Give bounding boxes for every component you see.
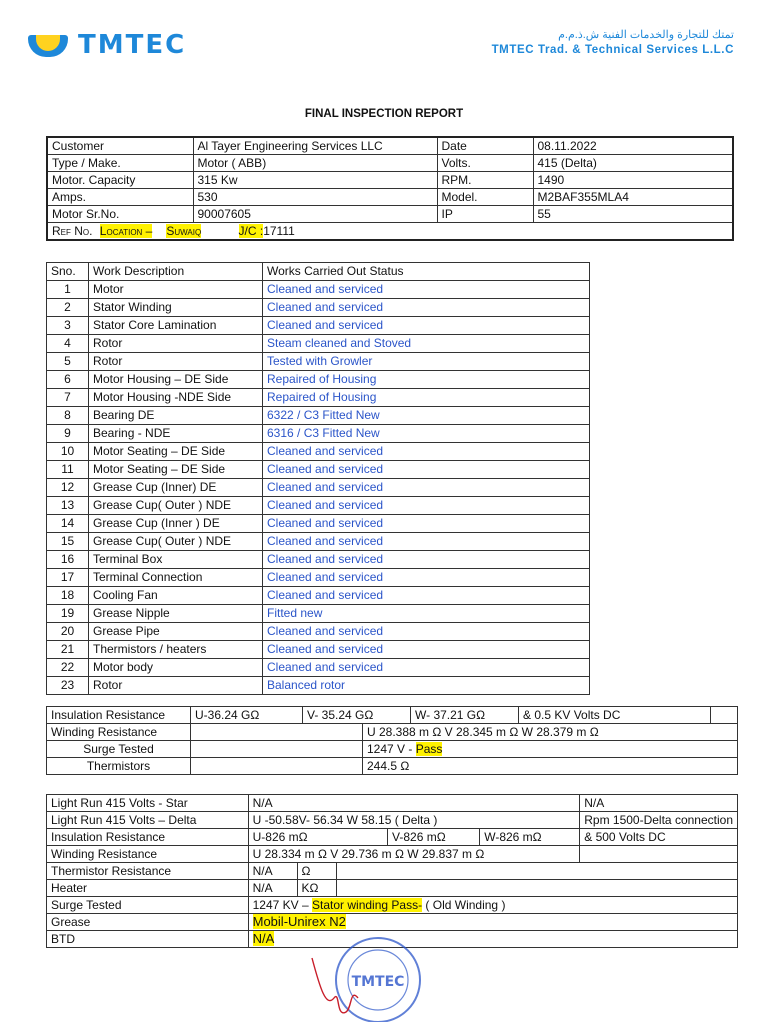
row-description: Rotor <box>89 677 263 695</box>
empty-cell <box>336 880 737 897</box>
table-row <box>47 299 590 317</box>
light-surge-value <box>248 897 737 914</box>
heater-label: Heater <box>47 880 249 897</box>
table-row <box>47 897 738 914</box>
row-description: Terminal Connection <box>89 569 263 587</box>
row-description: Cooling Fan <box>89 587 263 605</box>
surge-value <box>363 741 738 758</box>
ip-label: IP <box>437 206 533 223</box>
row-sno: 1 <box>47 281 89 299</box>
customer-label: Customer <box>47 137 193 155</box>
jc-label: J/C : <box>238 224 264 238</box>
row-sno: 11 <box>47 461 89 479</box>
company-logo <box>28 30 186 60</box>
insulation-label: Insulation Resistance <box>47 707 191 724</box>
row-sno: 22 <box>47 659 89 677</box>
light-insulation-label: Insulation Resistance <box>47 829 249 846</box>
table-row <box>47 155 733 172</box>
row-status: Repaired of Housing <box>263 389 590 407</box>
column-header: Works Carried Out Status <box>263 263 590 281</box>
row-description: Grease Cup( Outer ) NDE <box>89 497 263 515</box>
row-sno: 18 <box>47 587 89 605</box>
table-row <box>47 677 590 695</box>
model-value: M2BAF355MLA4 <box>533 189 733 206</box>
ip-value: 55 <box>533 206 733 223</box>
row-status: Tested with Growler <box>263 353 590 371</box>
grease-label: Grease <box>47 914 249 931</box>
table-row <box>47 515 590 533</box>
row-sno: 21 <box>47 641 89 659</box>
row-sno: 20 <box>47 623 89 641</box>
row-description: Motor Housing – DE Side <box>89 371 263 389</box>
capacity-label: Motor. Capacity <box>47 172 193 189</box>
company-name-arabic: تمتك للتجارة والخدمات الفنية ش.ذ.م.م <box>558 29 734 41</box>
table-row <box>47 533 590 551</box>
table-row <box>47 281 590 299</box>
table-row <box>47 741 738 758</box>
empty-cell <box>191 758 363 775</box>
thermistor-resistance-label: Thermistor Resistance <box>47 863 249 880</box>
empty-cell <box>191 741 363 758</box>
thermistors-label: Thermistors <box>47 758 191 775</box>
row-description: Bearing - NDE <box>89 425 263 443</box>
table-row <box>47 829 738 846</box>
row-description: Bearing DE <box>89 407 263 425</box>
table-row <box>47 724 738 741</box>
table-row <box>47 389 590 407</box>
row-status: Cleaned and serviced <box>263 479 590 497</box>
row-description: Stator Core Lamination <box>89 317 263 335</box>
empty-cell <box>336 863 737 880</box>
company-stamp-icon <box>306 928 436 1022</box>
row-status: Cleaned and serviced <box>263 299 590 317</box>
rpm-value: 1490 <box>533 172 733 189</box>
row-status: Cleaned and serviced <box>263 587 590 605</box>
table-row <box>47 443 590 461</box>
table-row <box>47 863 738 880</box>
table-row <box>47 461 590 479</box>
row-sno: 8 <box>47 407 89 425</box>
location-label: Location – <box>99 224 153 238</box>
row-description: Grease Nipple <box>89 605 263 623</box>
volts-label: Volts. <box>437 155 533 172</box>
volts-value: 415 (Delta) <box>533 155 733 172</box>
light-run-table <box>46 794 738 948</box>
row-sno: 6 <box>47 371 89 389</box>
row-description: Rotor <box>89 353 263 371</box>
table-row <box>47 569 590 587</box>
column-header: Work Description <box>89 263 263 281</box>
rpm-label: RPM. <box>437 172 533 189</box>
row-sno: 13 <box>47 497 89 515</box>
table-row <box>47 189 733 206</box>
row-sno: 15 <box>47 533 89 551</box>
light-delta-label: Light Run 415 Volts – Delta <box>47 812 249 829</box>
row-status: Cleaned and serviced <box>263 497 590 515</box>
serial-value: 90007605 <box>193 206 437 223</box>
row-description: Grease Cup (Inner ) DE <box>89 515 263 533</box>
btd-label: BTD <box>47 931 249 948</box>
table-row <box>47 880 738 897</box>
stamp-text: TMTEC <box>351 974 405 990</box>
light-star-right: N/A <box>580 795 738 812</box>
table-row <box>47 353 590 371</box>
date-label: Date <box>437 137 533 155</box>
thermistors-value: 244.5 Ω <box>363 758 738 775</box>
row-description: Motor <box>89 281 263 299</box>
table-row <box>47 758 738 775</box>
row-description: Grease Cup( Outer ) NDE <box>89 533 263 551</box>
heater-unit: KΩ <box>297 880 336 897</box>
row-sno: 10 <box>47 443 89 461</box>
logo-mark-icon <box>28 32 72 58</box>
row-status: Steam cleaned and Stoved <box>263 335 590 353</box>
type-value: Motor ( ABB) <box>193 155 437 172</box>
amps-value: 530 <box>193 189 437 206</box>
row-status: Cleaned and serviced <box>263 641 590 659</box>
model-label: Model. <box>437 189 533 206</box>
reference-row <box>47 223 733 241</box>
table-row <box>47 425 590 443</box>
heater-value: N/A <box>248 880 297 897</box>
table-row <box>47 137 733 155</box>
empty-cell <box>580 846 738 863</box>
light-insulation-w: W-826 mΩ <box>480 829 580 846</box>
thermistor-resistance-value: N/A <box>248 863 297 880</box>
light-surge-suffix: ( Old Winding ) <box>422 898 506 912</box>
table-row <box>47 407 590 425</box>
row-description: Motor Seating – DE Side <box>89 461 263 479</box>
row-status: Cleaned and serviced <box>263 515 590 533</box>
light-insulation-right: & 500 Volts DC <box>580 829 738 846</box>
table-row <box>47 551 590 569</box>
table-row <box>47 659 590 677</box>
row-sno: 12 <box>47 479 89 497</box>
table-row <box>47 795 738 812</box>
insulation-u: U-36.24 GΩ <box>191 707 303 724</box>
location-value: Suwaiq <box>166 224 202 238</box>
row-status: Cleaned and serviced <box>263 461 590 479</box>
empty-cell <box>191 724 363 741</box>
row-status: Cleaned and serviced <box>263 317 590 335</box>
logo-text: TMTEC <box>78 30 187 60</box>
grease-value-text: Mobil-Unirex N2 <box>252 914 346 929</box>
row-status: Fitted new <box>263 605 590 623</box>
light-winding-label: Winding Resistance <box>47 846 249 863</box>
row-sno: 23 <box>47 677 89 695</box>
light-surge-label: Surge Tested <box>47 897 249 914</box>
row-description: Motor Housing -NDE Side <box>89 389 263 407</box>
test-results-table <box>46 706 738 775</box>
table-row <box>47 317 590 335</box>
row-description: Motor body <box>89 659 263 677</box>
table-row <box>47 605 590 623</box>
ref-label: Ref No. <box>52 224 93 238</box>
motor-info-table <box>46 136 734 241</box>
row-sno: 3 <box>47 317 89 335</box>
report-title: FINAL INSPECTION REPORT <box>304 108 464 120</box>
company-name: TMTEC Trad. & Technical Services L.L.C <box>491 44 734 56</box>
row-status: Cleaned and serviced <box>263 443 590 461</box>
row-status: Cleaned and serviced <box>263 569 590 587</box>
light-winding-value: U 28.334 m Ω V 29.736 m Ω W 29.837 m Ω <box>248 846 580 863</box>
thermistor-resistance-unit: Ω <box>297 863 336 880</box>
table-row <box>47 479 590 497</box>
row-description: Rotor <box>89 335 263 353</box>
row-sno: 19 <box>47 605 89 623</box>
type-label: Type / Make. <box>47 155 193 172</box>
table-row <box>47 846 738 863</box>
column-header: Sno. <box>47 263 89 281</box>
table-row <box>47 812 738 829</box>
row-description: Grease Cup (Inner) DE <box>89 479 263 497</box>
row-description: Thermistors / heaters <box>89 641 263 659</box>
work-table <box>46 262 590 695</box>
light-star-value: N/A <box>248 795 580 812</box>
surge-value-text: 1247 V - <box>367 742 416 756</box>
table-row <box>47 587 590 605</box>
row-status: Cleaned and serviced <box>263 659 590 677</box>
light-delta-right: Rpm 1500-Delta connection <box>580 812 738 829</box>
light-insulation-u: U-826 mΩ <box>248 829 387 846</box>
row-status: Cleaned and serviced <box>263 551 590 569</box>
table-row <box>47 172 733 189</box>
btd-value-text: N/A <box>252 931 275 946</box>
date-value: 08.11.2022 <box>533 137 733 155</box>
serial-label: Motor Sr.No. <box>47 206 193 223</box>
table-row <box>47 641 590 659</box>
row-sno: 7 <box>47 389 89 407</box>
row-status: 6322 / C3 Fitted New <box>263 407 590 425</box>
light-surge-prefix: 1247 KV – <box>252 898 313 912</box>
capacity-value: 315 Kw <box>193 172 437 189</box>
table-row <box>47 623 590 641</box>
row-sno: 4 <box>47 335 89 353</box>
table-row <box>47 206 733 223</box>
row-description: Grease Pipe <box>89 623 263 641</box>
row-status: Cleaned and serviced <box>263 623 590 641</box>
empty-cell <box>711 707 738 724</box>
insulation-w: W- 37.21 GΩ <box>411 707 519 724</box>
table-row <box>47 223 733 241</box>
jc-value: 17111 <box>263 224 295 238</box>
row-sno: 17 <box>47 569 89 587</box>
insulation-v: V- 35.24 GΩ <box>303 707 411 724</box>
row-status: Cleaned and serviced <box>263 533 590 551</box>
row-status: Cleaned and serviced <box>263 281 590 299</box>
table-row <box>47 497 590 515</box>
table-header-row <box>47 263 590 281</box>
surge-label: Surge Tested <box>47 741 191 758</box>
amps-label: Amps. <box>47 189 193 206</box>
row-sno: 2 <box>47 299 89 317</box>
table-row <box>47 335 590 353</box>
light-star-label: Light Run 415 Volts - Star <box>47 795 249 812</box>
row-sno: 5 <box>47 353 89 371</box>
light-surge-pass: Stator winding Pass- <box>312 898 423 912</box>
table-row <box>47 707 738 724</box>
row-sno: 14 <box>47 515 89 533</box>
light-insulation-v: V-826 mΩ <box>388 829 480 846</box>
row-sno: 16 <box>47 551 89 569</box>
customer-value: Al Tayer Engineering Services LLC <box>193 137 437 155</box>
row-description: Motor Seating – DE Side <box>89 443 263 461</box>
insulation-kv: & 0.5 KV Volts DC <box>519 707 711 724</box>
row-status: Repaired of Housing <box>263 371 590 389</box>
row-description: Stator Winding <box>89 299 263 317</box>
winding-label: Winding Resistance <box>47 724 191 741</box>
row-status: Balanced rotor <box>263 677 590 695</box>
surge-pass: Pass <box>415 742 443 756</box>
winding-value: U 28.388 m Ω V 28.345 m Ω W 28.379 m Ω <box>363 724 738 741</box>
row-description: Terminal Box <box>89 551 263 569</box>
light-delta-value: U -50.58V- 56.34 W 58.15 ( Delta ) <box>248 812 580 829</box>
table-row <box>47 371 590 389</box>
row-status: 6316 / C3 Fitted New <box>263 425 590 443</box>
row-sno: 9 <box>47 425 89 443</box>
